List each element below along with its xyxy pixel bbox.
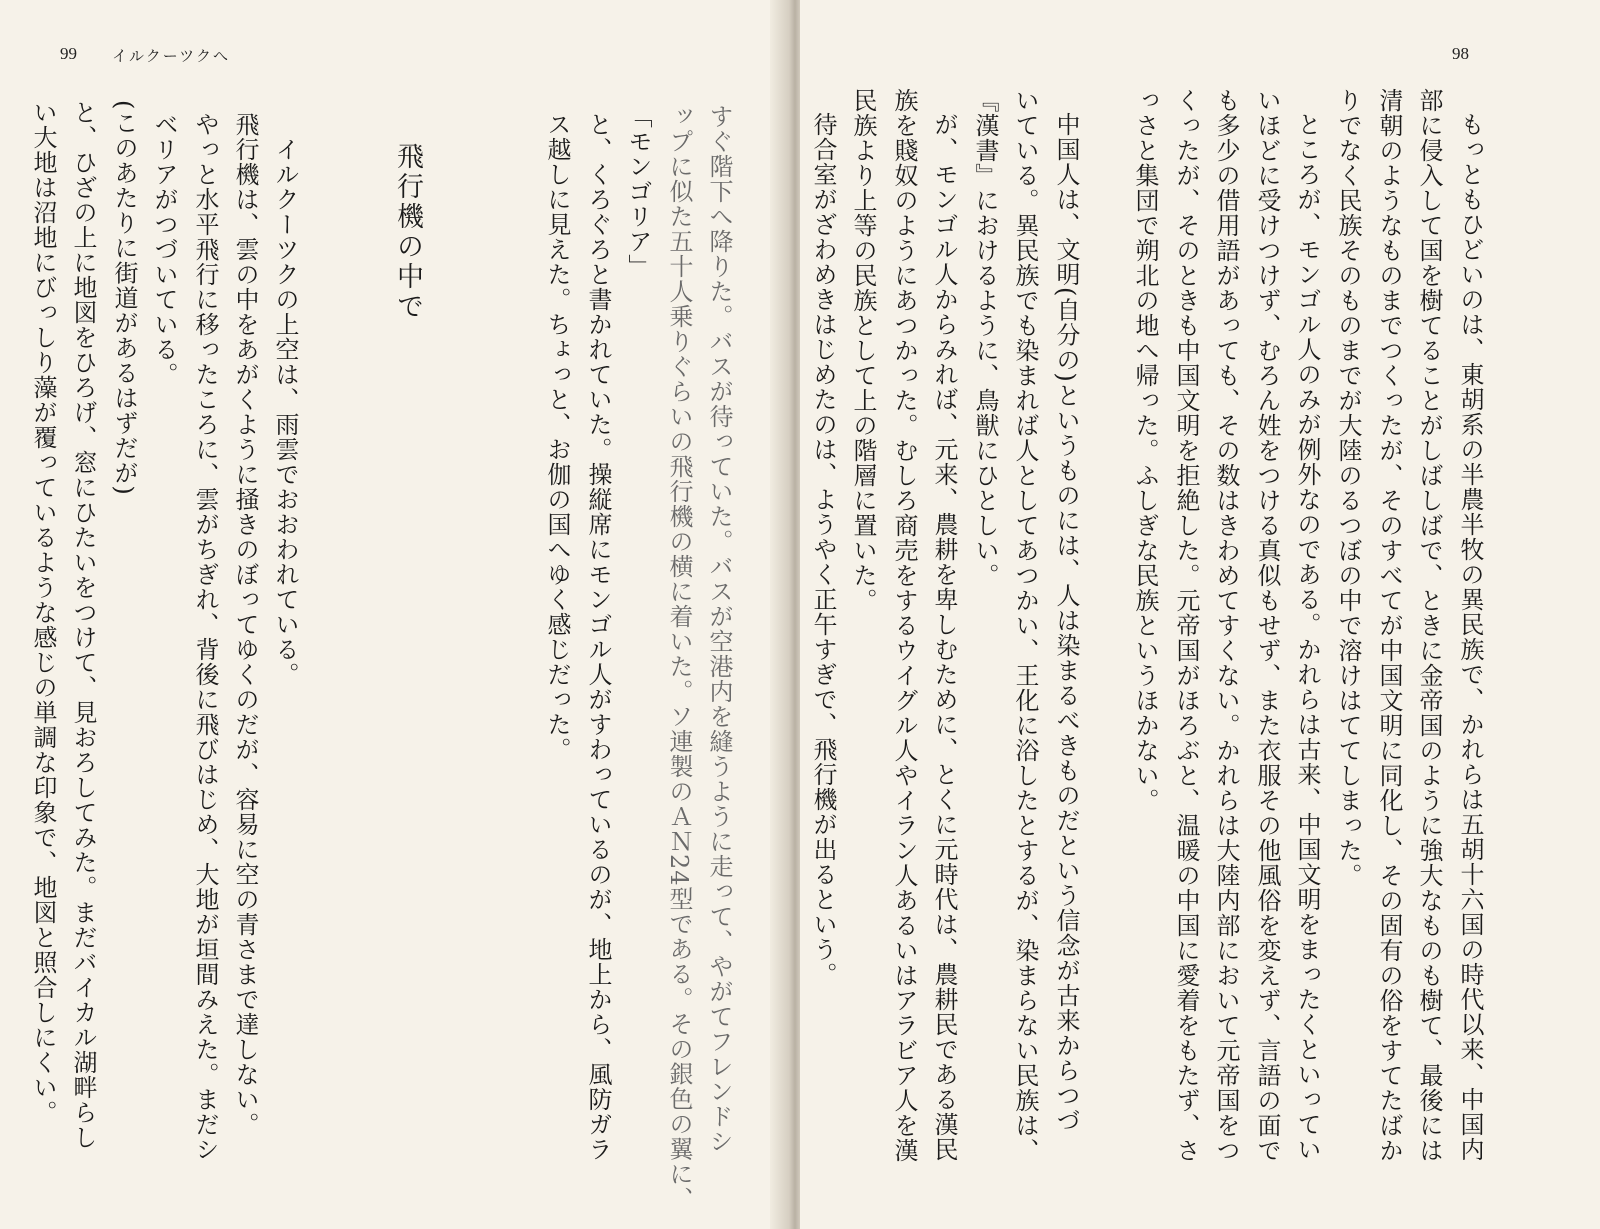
text-line: 族を賤奴のようにあつかった。むしろ商売をするウイグル人やイラン人あるいはアラビア人を漢	[890, 88, 918, 1163]
right-page	[800, 0, 1600, 1229]
text-line: も多少の借用語があっても、その数はきわめてすくない。かれらは大陸内部において元帝国をつ	[1212, 88, 1240, 1163]
text-line: もっともひどいのは、東胡系の半農半牧の異民族で、かれらは五胡十六国の時代以来、中国内	[1456, 112, 1484, 1162]
section-heading: 飛行機の中で	[392, 142, 423, 322]
text-line: が、モンゴル人からみれば、元来、農耕を卑しむために、とくに元時代は、農耕民である漢民	[930, 112, 958, 1162]
text-line: ス越しに見えた。ちょっと、お伽の国へゆく感じだった。	[543, 112, 571, 762]
text-line: 部に侵入して国を樹てることがしばしばで、ときに金帝国のように強大なものも樹て、最後には	[1415, 88, 1443, 1163]
text-line: ベリアがつづいている。	[150, 112, 178, 387]
text-line: イルクーツクの上空は、雨雲でおおわれている。	[271, 137, 299, 687]
text-line: 清朝のようなものまでつくったが、そのすべてが中国文明に同化し、その固有の俗をすてたばか	[1375, 88, 1403, 1163]
text-line: っさと集団で朔北の地へ帰った。ふしぎな民族というほかない。	[1131, 88, 1159, 813]
text-line: ところが、モンゴル人のみが例外なのである。かれらは古来、中国文明をまったくといってい	[1293, 112, 1321, 1162]
text-line: いほどに受けつけず、むろん姓をつける真似もせず、また衣服その他風俗を変えず、言語の面で	[1253, 88, 1281, 1163]
text-line: と、ひざの上に地図をひろげ、窓にひたいをつけて、見おろしてみた。まだバイカル湖畔らし	[69, 100, 97, 1150]
text-line: くったが、そのときも中国文明を拒絶した。元帝国がほろぶと、温暖の中国に愛着をもたず、さ	[1172, 88, 1200, 1163]
text-line: と、くろぐろと書かれていた。操縦席にモンゴル人がすわっているのが、地上から、風防ガラ	[584, 112, 612, 1162]
text-line: 飛行機は、雲の中をあがくように掻きのぼってゆくのだが、容易に空の青さまで達しない。	[231, 112, 259, 1137]
text-line: りでなく民族そのものまでが大陸のるつぼの中で溶けはててしまった。	[1334, 88, 1362, 888]
text-line: ップに似た五十人乗りぐらいの飛行機の横に着いた。ソ連製のＡＮ24型である。その銀色の翼に、	[665, 104, 693, 1212]
text-line: 民族より上等の民族として上の階層に置いた。	[849, 88, 877, 613]
page-number-left: 99	[60, 44, 77, 63]
page-number-right: 98	[1452, 44, 1469, 63]
text-line: 「モンゴリア」	[624, 104, 652, 279]
text-line: 待合室がざわめきはじめたのは、ようやく正午すぎで、飛行機が出るという。	[809, 112, 837, 987]
text-line: (このあたりに街道があるはずだが)	[110, 100, 138, 496]
text-line: すぐ階下へ降りた。バスが待っていた。バスが空港内を縫うように走って、やがてフレンドシ	[705, 104, 733, 1154]
text-line: 中国人は、文明(自分の)というものには、人は染まるべきものだという信念が古来からつづ	[1052, 112, 1080, 1133]
text-line: 『漢書』におけるように、鳥獣にひとしい。	[971, 88, 999, 588]
text-line: やっと水平飛行に移ったころに、雲がちぎれ、背後に飛びはじめ、大地が垣間みえた。まだシ	[191, 112, 219, 1162]
running-title: イルクーツクへ	[112, 47, 230, 65]
text-line: い大地は沼地にびっしり藻が覆っているような感じの単調な印象で、地図と照合しにくい。	[29, 100, 57, 1125]
left-page	[0, 0, 788, 1229]
text-line: いている。異民族でも染まれば人としてあつかい、王化に浴したとするが、染まらない民族は、	[1011, 88, 1039, 1163]
